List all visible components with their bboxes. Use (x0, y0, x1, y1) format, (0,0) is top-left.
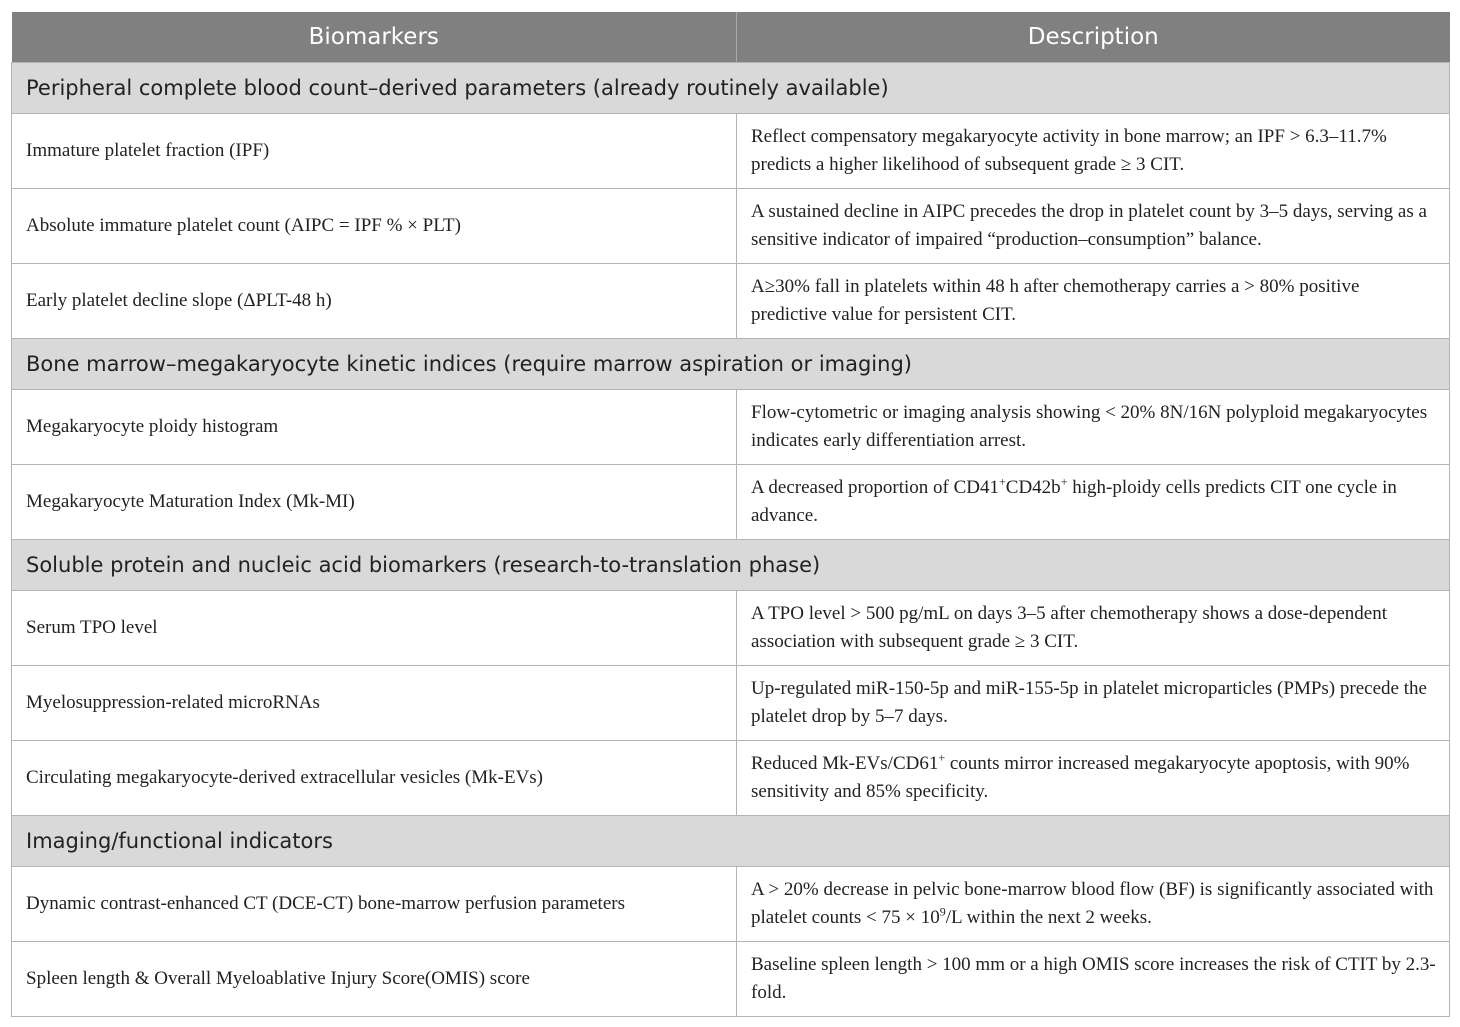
biomarker-cell: Myelosuppression-related microRNAs (12, 666, 737, 741)
table-row (12, 465, 1450, 540)
description-cell: Flow-cytometric or imaging analysis showing < 20% 8N/16N polyploid megakaryocytes indicates early differentiation arrest. (737, 390, 1450, 465)
description-text: high-ploidy cells predicts CIT one cycle in advance. (751, 477, 1397, 526)
header-row (12, 12, 1450, 63)
biomarker-cell: Dynamic contrast-enhanced CT (DCE-CT) bone-marrow perfusion parameters (12, 867, 737, 942)
section-row (12, 339, 1450, 390)
description-cell: Up-regulated miR-150-5p and miR-155-5p in platelet microparticles (PMPs) precede the platelet drop by 5–7 days. (737, 666, 1450, 741)
section-row (12, 816, 1450, 867)
description-cell: A TPO level > 500 pg/mL on days 3–5 after chemotherapy shows a dose-dependent association with subsequent grade ≥ 3 CIT. (737, 591, 1450, 666)
biomarker-cell: Serum TPO level (12, 591, 737, 666)
table-row (12, 591, 1450, 666)
biomarkers-table (11, 12, 1450, 1017)
superscript: + (999, 474, 1006, 489)
superscript: + (1060, 474, 1068, 489)
description-cell: A sustained decline in AIPC precedes the drop in platelet count by 3–5 days, serving as a sensitive indicator of impaired “production–consumption” balance. (737, 189, 1450, 264)
biomarker-cell: Immature platelet fraction (IPF) (12, 114, 737, 189)
superscript: + (938, 750, 946, 765)
description-cell: A≥30% fall in platelets within 48 h after chemotherapy carries a > 80% positive predictive value for persistent CIT. (737, 264, 1450, 339)
description-cell: Reflect compensatory megakaryocyte activity in bone marrow; an IPF > 6.3–11.7% predicts a higher likelihood of subsequent grade ≥ 3 CIT. (737, 114, 1450, 189)
superscript: 9 (939, 904, 946, 919)
section-title: Bone marrow–megakaryocyte kinetic indices (require marrow aspiration or imaging) (12, 339, 1450, 390)
header-biomarkers: Biomarkers (12, 12, 737, 63)
description-cell (737, 867, 1450, 942)
description-cell: Baseline spleen length > 100 mm or a high OMIS score increases the risk of CTIT by 2.3-fold. (737, 942, 1450, 1017)
biomarker-cell: Early platelet decline slope (ΔPLT-48 h) (12, 264, 737, 339)
biomarker-cell: Spleen length & Overall Myeloablative Injury Score(OMIS) score (12, 942, 737, 1017)
description-text: Reduced Mk-EVs/CD61 (751, 753, 939, 774)
biomarker-cell: Megakaryocyte Maturation Index (Mk-MI) (12, 465, 737, 540)
biomarker-cell: Circulating megakaryocyte-derived extracellular vesicles (Mk-EVs) (12, 741, 737, 816)
table-row (12, 114, 1450, 189)
description-cell (737, 465, 1450, 540)
description-text: CD42b (1005, 477, 1061, 498)
description-text: A > 20% decrease in pelvic bone-marrow blood flow (BF) is significantly associated with platelet counts < 75 × 10 (751, 879, 1434, 928)
table-row (12, 666, 1450, 741)
section-row (12, 63, 1450, 114)
biomarker-cell: Absolute immature platelet count (AIPC = IPF % × PLT) (12, 189, 737, 264)
table-row (12, 741, 1450, 816)
table-row (12, 264, 1450, 339)
biomarker-cell: Megakaryocyte ploidy histogram (12, 390, 737, 465)
table-row (12, 189, 1450, 264)
section-title: Peripheral complete blood count–derived parameters (already routinely available) (12, 63, 1450, 114)
table-row (12, 867, 1450, 942)
table-row (12, 390, 1450, 465)
description-text: /L within the next 2 weeks. (945, 907, 1152, 928)
section-row (12, 540, 1450, 591)
description-text: counts mirror increased megakaryocyte apoptosis, with 90% sensitivity and 85% specificity. (751, 753, 1410, 802)
description-text: A decreased proportion of CD41 (751, 477, 999, 498)
table-row (12, 942, 1450, 1017)
description-cell (737, 741, 1450, 816)
section-title: Soluble protein and nucleic acid biomarkers (research-to-translation phase) (12, 540, 1450, 591)
section-title: Imaging/functional indicators (12, 816, 1450, 867)
header-description: Description (737, 12, 1450, 63)
